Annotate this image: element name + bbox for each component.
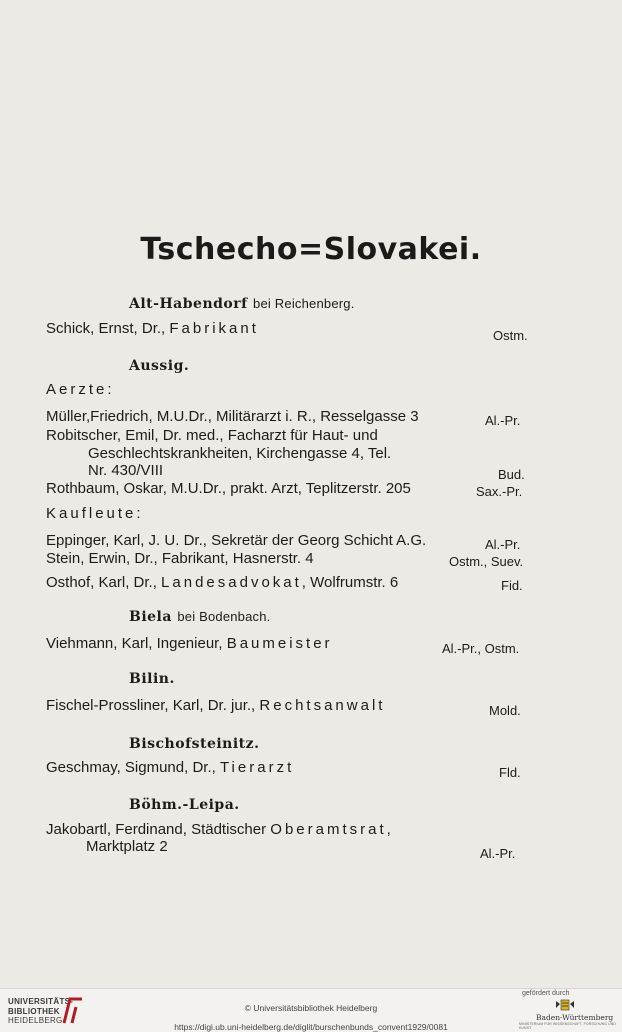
entry-text: Fischel-Prossliner, Karl, Dr. jur., [46,697,260,714]
fraternity-tag: Al.-Pr. [485,413,521,428]
state-crest-icon [554,998,576,1012]
town-name: Bischofsteinitz. [129,736,260,752]
entry-line [46,697,385,714]
fraternity-tag: Sax.-Pr. [476,484,523,499]
town-name: Alt-Habendorf [129,296,248,312]
entry-profession: Rechtsanwalt [259,697,386,714]
entry-profession: Landesadvokat [161,574,302,591]
town-name: Bilin. [129,671,175,687]
fraternity-tag: Fid. [501,578,523,593]
funder-name[interactable]: Baden-Württemberg [536,1013,614,1022]
entry-profession: Tierarzt [219,759,295,776]
entry-line [46,821,391,838]
entry-profession: Fabrikant [169,320,259,337]
entry-punct: , [386,821,391,838]
permalink[interactable]: https://digi.ub.uni-heidelberg.de/diglit/burschenbunds_convent1929/0081 [174,1022,448,1032]
town-heading-biela [129,609,270,625]
town-heading-boehm-leipa [129,797,240,813]
entry-text: Geschmay, Sigmund, Dr., [46,759,220,776]
entry-line [46,759,294,776]
fraternity-tag: Mold. [489,703,521,718]
entry-continuation: Marktplatz 2 [86,838,168,855]
town-sub: bei Bodenbach. [177,609,271,624]
town-name: Aussig. [129,358,190,374]
library-line3: HEIDELBERG [8,1016,63,1025]
entry-text: Jakobartl, Ferdinand, Städtischer [46,821,271,838]
library-line2: BIBLIOTHEK [8,1006,60,1016]
entry-line: Müller,Friedrich, M.U.Dr., Militärarzt i. R., Resselgasse 3 [46,408,419,425]
fraternity-tag: Al.-Pr. [485,537,521,552]
fraternity-tag: Al.-Pr. [480,846,516,861]
town-heading-bischofsteinitz [129,736,259,752]
fraternity-tag: Al.-Pr., Ostm. [442,641,520,656]
funded-by-label: gefördert durch [522,990,570,997]
entry-text: Osthof, Karl, Dr., [46,574,162,591]
section-label-kaufleute: Kaufleute: [46,505,144,522]
town-sub: bei Reichenberg. [253,296,355,311]
town-heading-alt-habendorf [129,296,355,312]
entry-line: Eppinger, Karl, J. U. Dr., Sekretär der Georg Schicht A.G. [46,532,427,549]
entry-line [46,320,259,337]
section-label-aerzte: Aerzte: [46,381,115,398]
entry-profession: Oberamtsrat [270,821,387,838]
funder-ministry: MINISTERIUM FÜR WISSENSCHAFT, FORSCHUNG UND KUNST [519,1022,617,1030]
fraternity-tag: Bud. [498,467,525,482]
entry-line [46,574,398,591]
entry-profession: Baumeister [226,635,333,652]
town-heading-aussig [129,358,189,374]
fraternity-tag: Ostm., Suev. [449,554,524,569]
town-name: Böhm.-Leipa. [129,797,240,813]
viewer-footer [0,988,622,1032]
entry-text: Schick, Ernst, Dr., [46,320,170,337]
page-title: Tschecho=Slovakei. [140,232,482,267]
entry-continuation: Nr. 430/VIII [88,462,164,479]
fraternity-tag: Ostm. [493,328,528,343]
entry-text: Viehmann, Karl, Ingenieur, [46,635,227,652]
town-name: Biela [129,609,172,625]
copyright-text: © Universitätsbibliothek Heidelberg [244,1003,378,1013]
entry-line: Stein, Erwin, Dr., Fabrikant, Hasnerstr. 4 [46,550,314,567]
entry-address: , Wolfrumstr. 6 [301,574,399,591]
library-line1: UNIVERSITÄTS- [8,997,74,1006]
town-heading-bilin [129,671,175,687]
entry-continuation: Geschlechtskrankheiten, Kirchengasse 4, Tel. [88,445,392,462]
entry-line: Robitscher, Emil, Dr. med., Facharzt für Haut- und [46,427,378,444]
entry-line: Rothbaum, Oskar, M.U.Dr., prakt. Arzt, Teplitzerstr. 205 [46,480,411,497]
entry-line [46,635,333,652]
fraternity-tag: Fld. [499,765,521,780]
